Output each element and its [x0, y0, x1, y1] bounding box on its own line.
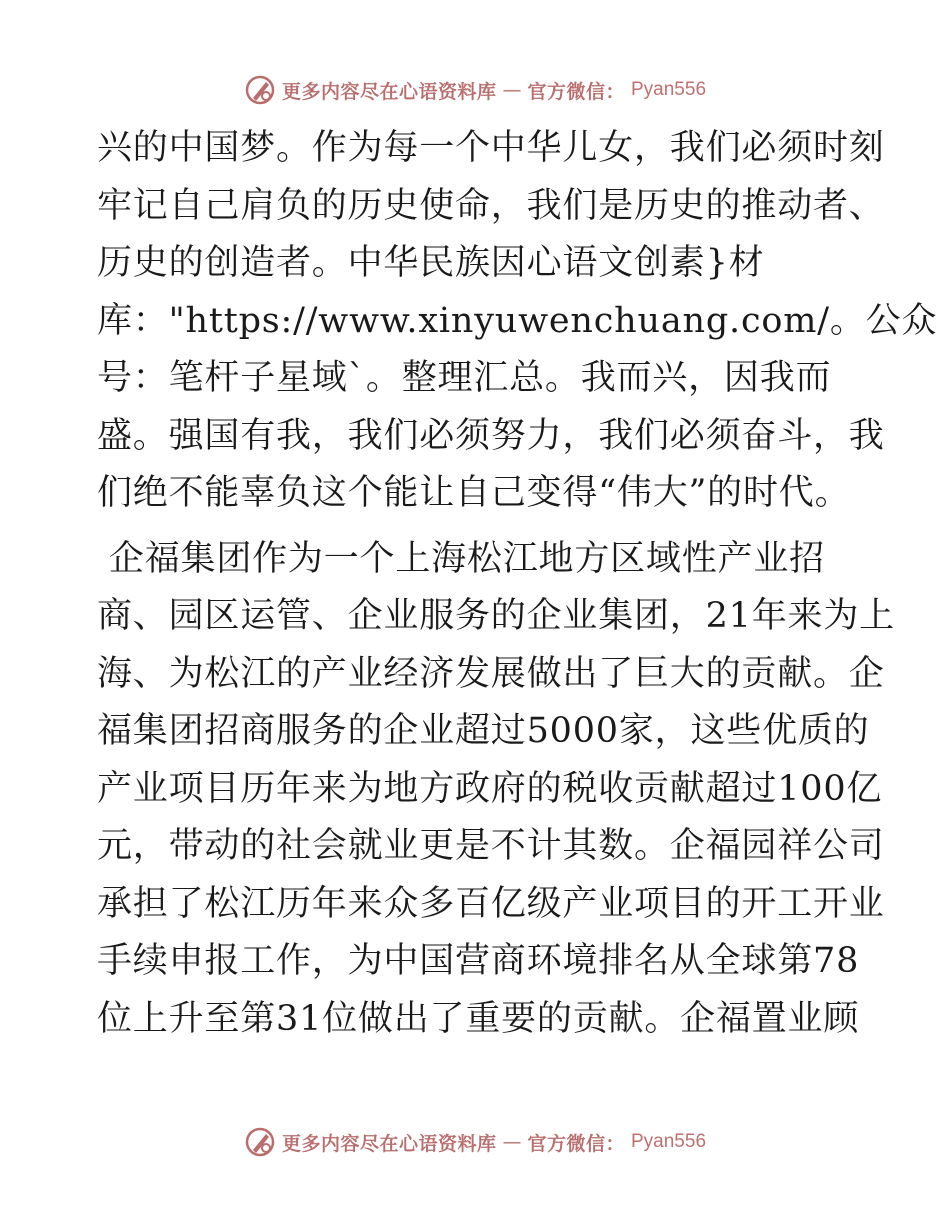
banner-main-text: 更多内容尽在心语资料库 [281, 80, 497, 103]
text-line: 企福集团作为一个上海松江地方区域性产业招 [97, 538, 825, 579]
text-line: 库："https://www.xinyuwenchuang.com/。公众 [97, 300, 938, 341]
banner-separator: — [502, 1131, 522, 1153]
banner-main-text: 更多内容尽在心语资料库 [281, 1132, 497, 1155]
header-banner [0, 70, 950, 110]
text-line: 位上升至第31位做出了重要的贡献。企福置业顾 [97, 998, 860, 1039]
banner-wechat-label: 官方微信： [527, 1132, 625, 1155]
document-body [97, 120, 938, 1048]
banner-wechat-id: Pyan556 [631, 79, 707, 100]
footer-banner [0, 1122, 950, 1162]
text-line: 元，带动的社会就业更是不计其数。企福园祥公司 [97, 826, 885, 866]
banner-separator: — [502, 79, 522, 101]
text-line: 手续申报工作，为中国营商环境排名从全球第78 [97, 941, 860, 981]
text-line: 产业项目历年来为地方政府的税收贡献超过100亿 [97, 768, 883, 809]
paragraph-1 [97, 120, 938, 523]
pen-logo-icon [244, 1126, 276, 1158]
banner-wechat-label: 官方微信： [527, 80, 625, 103]
text-line: 号：笔杆子星域`。整理汇总。我而兴，因我而 [97, 358, 832, 398]
text-line: 盛。强国有我，我们必须努力，我们必须奋斗，我 [97, 415, 885, 456]
text-line: 承担了松江历年来众多百亿级产业项目的开工开业 [97, 883, 885, 924]
text-line: 历史的创造者。中华民族因心语文创素}材 [97, 243, 765, 283]
text-line: 商、园区运管、企业服务的企业集团，21年来为上 [97, 596, 895, 636]
text-line: 兴的中国梦。作为每一个中华儿女，我们必须时刻 [97, 128, 885, 168]
banner-wechat-id: Pyan556 [631, 1131, 707, 1152]
text-line: 海、为松江的产业经济发展做出了巨大的贡献。企 [97, 653, 885, 694]
text-line: 们绝不能辜负这个能让自己变得“伟大”的时代。 [97, 473, 851, 513]
pen-logo-icon [244, 74, 276, 106]
paragraph-2 [97, 531, 895, 1049]
text-line: 福集团招商服务的企业超过5000家，这些优质的 [97, 711, 870, 751]
text-line: 牢记自己肩负的历史使命，我们是历史的推动者、 [97, 185, 885, 226]
